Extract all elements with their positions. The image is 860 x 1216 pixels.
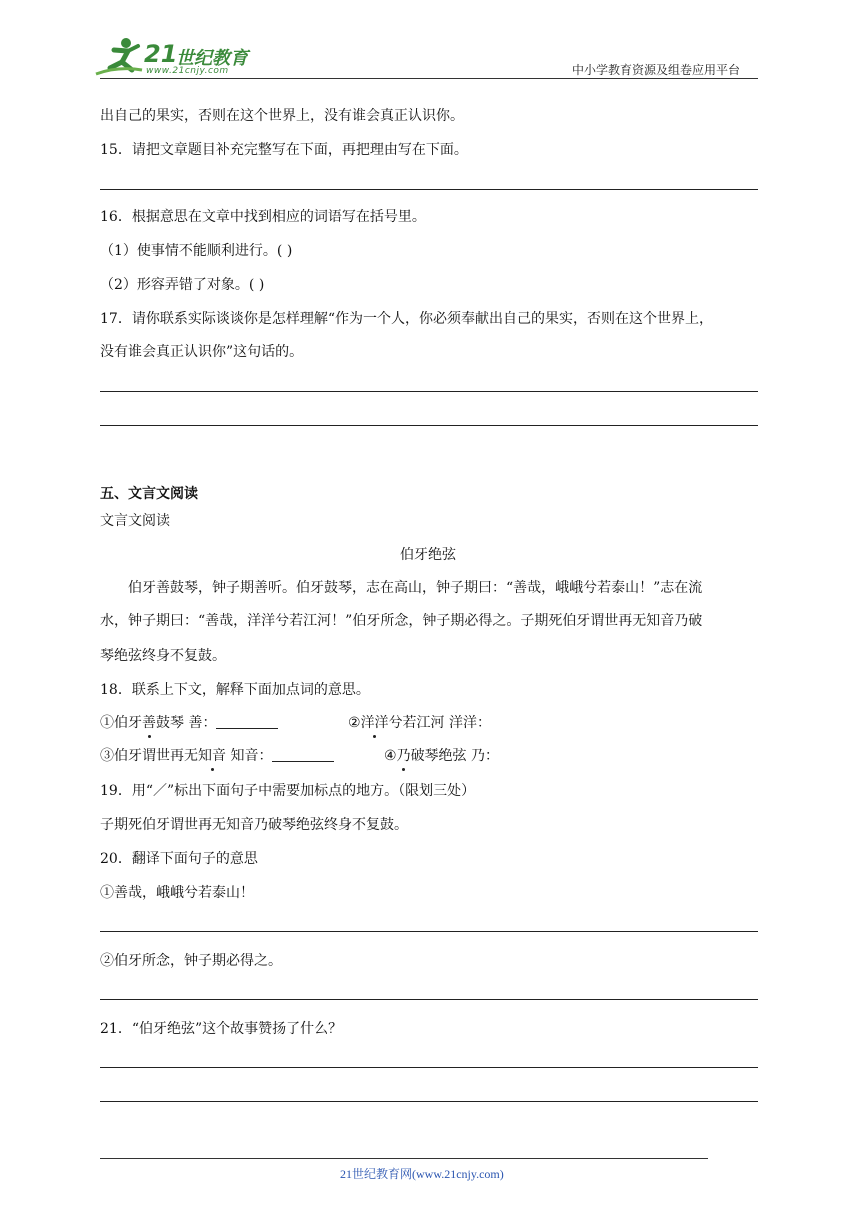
answer-line[interactable]: [100, 425, 758, 426]
question-18-3: ③伯牙谓世再无知音 知音：: [100, 746, 334, 766]
passage-line-3: 琴绝弦终身不复鼓。: [100, 648, 226, 664]
question-20-1: ①善哉，峨峨兮若泰山！: [100, 885, 254, 901]
question-18: 18．联系上下文，解释下面加点词的意思。: [100, 682, 370, 698]
answer-blank[interactable]: [272, 747, 334, 762]
answer-line[interactable]: [100, 391, 758, 392]
site-logo: [92, 36, 262, 80]
answer-blank[interactable]: [216, 714, 278, 729]
passage-continued-line: 出自己的果实，否则在这个世界上，没有谁会真正认识你。: [100, 108, 464, 124]
question-19: 19．用“／”标出下面句子中需要加标点的地方。（限划三处）: [100, 783, 476, 799]
question-15: 15．请把文章题目补充完整写在下面，再把理由写在下面。: [100, 142, 468, 158]
logo-number: 21: [144, 40, 178, 68]
answer-line[interactable]: [100, 189, 758, 190]
question-18-2: ②洋洋兮若江河 洋洋：: [348, 715, 492, 731]
dotted-word: 洋洋: [360, 715, 389, 731]
dotted-word: 知音: [198, 748, 226, 764]
answer-line[interactable]: [100, 1067, 758, 1068]
question-16-1: （1）使事情不能顺利进行。( ): [100, 243, 293, 259]
section-subtitle: 文言文阅读: [100, 513, 170, 529]
question-18-1: ①伯牙善鼓琴 善：: [100, 713, 278, 733]
question-18-4: ④乃破琴绝弦 乃：: [384, 748, 500, 764]
header-platform-text: 中小学教育资源及组卷应用平台: [572, 63, 741, 77]
passage-line-1: 伯牙善鼓琴，钟子期善听。伯牙鼓琴，志在高山，钟子期曰：“善哉，峨峨兮若泰山！”志在流: [128, 580, 703, 596]
passage-line-2: 水，钟子期曰：“善哉，洋洋兮若江河！”伯牙所念，钟子期必得之。子期死伯牙谓世再无知音乃破: [100, 613, 703, 629]
poem-title: 伯牙绝弦: [400, 547, 456, 563]
logo-url: www.21cnjy.com: [146, 66, 229, 76]
question-20: 20．翻译下面句子的意思: [100, 851, 258, 867]
answer-line[interactable]: [100, 1101, 758, 1102]
question-20-2: ②伯牙所念，钟子期必得之。: [100, 953, 282, 969]
footer-divider: [100, 1158, 708, 1159]
dotted-word: 善: [142, 715, 156, 731]
logo-text: 世纪教育: [176, 48, 248, 69]
header-divider: [100, 78, 758, 79]
runner-logo-icon: [92, 36, 144, 80]
section-5-heading: 五、文言文阅读: [100, 486, 198, 502]
answer-line[interactable]: [100, 931, 758, 932]
question-21: 21．“伯牙绝弦”这个故事赞扬了什么？: [100, 1021, 343, 1037]
question-17-line1: 17．请你联系实际谈谈你是怎样理解“作为一个人，你必须奉献出自己的果实，否则在这个世界上，: [100, 311, 713, 327]
footer-text[interactable]: 21世纪教育网(www.21cnjy.com): [340, 1167, 504, 1181]
dotted-word: 乃: [396, 748, 411, 764]
question-19-sentence: 子期死伯牙谓世再无知音乃破琴绝弦终身不复鼓。: [100, 817, 408, 833]
question-16-2: （2）形容弄错了对象。( ): [100, 277, 265, 293]
question-17-line2: 没有谁会真正认识你”这句话的。: [100, 344, 304, 360]
question-16: 16．根据意思在文章中找到相应的词语写在括号里。: [100, 209, 426, 225]
answer-line[interactable]: [100, 999, 758, 1000]
